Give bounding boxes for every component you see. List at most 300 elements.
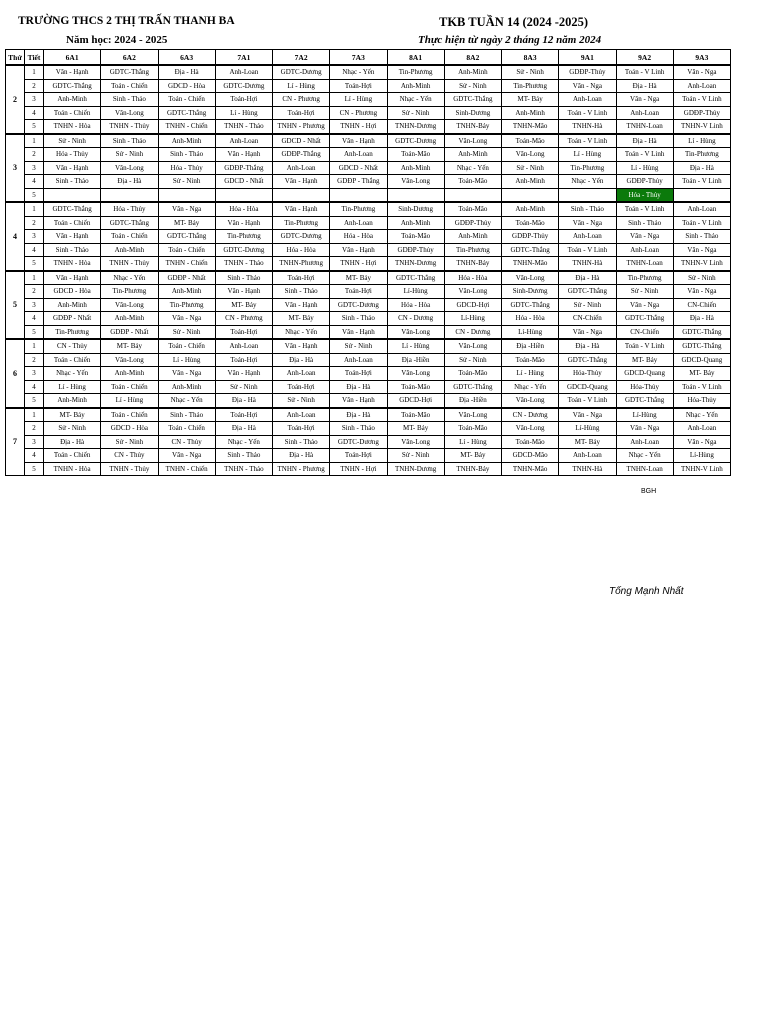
lesson-cell: Anh-Minh: [44, 394, 101, 408]
school-year: Năm học: 2024 - 2025: [66, 34, 168, 46]
day-cell: 2: [6, 65, 25, 134]
lesson-cell: MT- Bảy: [101, 339, 158, 353]
day-cell: 5: [6, 271, 25, 340]
lesson-cell: TNHN-Hà: [559, 257, 616, 271]
period-number: 4: [25, 175, 44, 189]
lesson-cell: MT- Bảy: [444, 449, 501, 463]
lesson-cell: Toán-Hợi: [273, 271, 330, 285]
day-cell: 7: [6, 408, 25, 476]
lesson-cell: Toán-Hợi: [330, 449, 387, 463]
lesson-cell: Sử - Ninh: [673, 271, 730, 285]
lesson-cell: Văn - Hạnh: [215, 148, 272, 162]
lesson-cell: Văn - Nga: [158, 202, 215, 216]
lesson-cell: Hóa - Thủy: [158, 161, 215, 175]
lesson-cell: Toán-Hợi: [330, 285, 387, 299]
lesson-cell: GDTC-Thắng: [559, 285, 616, 299]
lesson-cell: Lí - Hùng: [616, 161, 673, 175]
lesson-cell: Anh-Loan: [330, 216, 387, 230]
signature-name: Tống Mạnh Nhất: [609, 586, 684, 597]
period-row: [6, 271, 731, 285]
lesson-cell: TNHN - Thủy: [101, 120, 158, 134]
lesson-cell: Tin-Phương: [101, 285, 158, 299]
lesson-cell: Nhạc - Yến: [44, 367, 101, 381]
lesson-cell: Sinh - Thảo: [44, 243, 101, 257]
lesson-cell: Văn - Hạnh: [215, 216, 272, 230]
lesson-cell: CN - Dương: [444, 325, 501, 339]
lesson-cell: Tin-Phương: [616, 271, 673, 285]
lesson-cell: Toán - Chiến: [101, 79, 158, 93]
lesson-cell: GDCD - Nhất: [215, 175, 272, 189]
lesson-cell: Nhạc - Yến: [559, 175, 616, 189]
period-number: 5: [25, 188, 44, 202]
lesson-cell: TNHN-V Linh: [673, 120, 730, 134]
lesson-cell: MT- Bảy: [673, 367, 730, 381]
period-number: 3: [25, 161, 44, 175]
period-number: 5: [25, 120, 44, 134]
header-class: 7A2: [273, 50, 330, 66]
lesson-cell: Văn-Long: [502, 148, 559, 162]
lesson-cell: Sử - Ninh: [444, 79, 501, 93]
lesson-cell: Toán - V Linh: [559, 394, 616, 408]
lesson-cell: GDTC-Thắng: [101, 216, 158, 230]
lesson-cell: TNHN - Hợi: [330, 462, 387, 476]
lesson-cell: Anh-Loan: [273, 161, 330, 175]
period-number: 2: [25, 216, 44, 230]
period-row: [6, 462, 731, 476]
lesson-cell: GDCD - Hòa: [158, 79, 215, 93]
lesson-cell: [502, 188, 559, 202]
period-row: [6, 394, 731, 408]
lesson-cell: Địa - Hà: [330, 380, 387, 394]
period-row: [6, 120, 731, 134]
period-number: 1: [25, 134, 44, 148]
lesson-cell: [158, 188, 215, 202]
lesson-cell: MT- Bảy: [387, 422, 444, 436]
timetable-body: [6, 65, 731, 476]
lesson-cell: TNHN - Thảo: [215, 120, 272, 134]
lesson-cell: Sinh - Thảo: [273, 435, 330, 449]
lesson-cell: GDTC-Thắng: [559, 353, 616, 367]
lesson-cell: Văn-Long: [444, 134, 501, 148]
lesson-cell: Tin-Phương: [44, 325, 101, 339]
lesson-cell: Sinh - Thảo: [330, 422, 387, 436]
lesson-cell: GDTC-Dương: [273, 230, 330, 244]
lesson-cell: Toán - V Linh: [616, 65, 673, 79]
lesson-cell: Tin-Phương: [559, 161, 616, 175]
lesson-cell: Toán-Mão: [502, 216, 559, 230]
header-class: 8A2: [444, 50, 501, 66]
lesson-cell: Sử - Ninh: [387, 449, 444, 463]
period-number: 3: [25, 435, 44, 449]
header-class: 6A2: [101, 50, 158, 66]
lesson-cell: Anh-Minh: [444, 65, 501, 79]
lesson-cell: Anh-Loan: [559, 449, 616, 463]
lesson-cell: Toán - Chiến: [158, 339, 215, 353]
lesson-cell: CN-Chiến: [559, 312, 616, 326]
lesson-cell: Nhạc - Yến: [158, 394, 215, 408]
lesson-cell: GDĐP-Thắng: [215, 161, 272, 175]
lesson-cell: Tin-Phương: [444, 243, 501, 257]
lesson-cell: Địa - Hà: [44, 435, 101, 449]
lesson-cell: Địa - Hà: [559, 271, 616, 285]
lesson-cell: Anh-Minh: [158, 285, 215, 299]
lesson-cell: Anh-Loan: [330, 148, 387, 162]
lesson-cell: Địa - Hà: [559, 339, 616, 353]
lesson-cell: TNHN-Hà: [559, 120, 616, 134]
period-row: [6, 367, 731, 381]
lesson-cell: Văn - Nga: [158, 367, 215, 381]
lesson-cell: [559, 188, 616, 202]
lesson-cell: GDĐP - Nhất: [158, 271, 215, 285]
period-number: 1: [25, 65, 44, 79]
lesson-cell: Văn - Hạnh: [330, 394, 387, 408]
lesson-cell: Anh-Minh: [387, 161, 444, 175]
lesson-cell: GDCD - Hòa: [101, 422, 158, 436]
lesson-cell: CN - Phương: [273, 93, 330, 107]
header-class: 8A3: [502, 50, 559, 66]
lesson-cell: Văn-Long: [101, 298, 158, 312]
period-row: [6, 148, 731, 162]
lesson-cell: Tin-Phương: [502, 79, 559, 93]
lesson-cell: Sử - Ninh: [444, 353, 501, 367]
period-row: [6, 312, 731, 326]
period-row: [6, 161, 731, 175]
lesson-cell: Văn - Hạnh: [273, 298, 330, 312]
lesson-cell: Địa - Hà: [273, 353, 330, 367]
lesson-cell: GDTC-Thắng: [44, 202, 101, 216]
lesson-cell: Sinh-Dương: [387, 202, 444, 216]
lesson-cell: Toán-Mão: [444, 367, 501, 381]
period-number: 3: [25, 93, 44, 107]
lesson-cell: Văn - Hạnh: [273, 339, 330, 353]
lesson-cell: Lí - Hùng: [215, 106, 272, 120]
lesson-cell: GDTC-Dương: [215, 79, 272, 93]
period-row: [6, 435, 731, 449]
lesson-cell: Sinh-Dương: [444, 106, 501, 120]
lesson-cell: Văn-Long: [502, 422, 559, 436]
lesson-cell: Sinh - Thảo: [273, 285, 330, 299]
lesson-cell: Anh-Loan: [616, 243, 673, 257]
lesson-cell: GDĐP-Thủy: [673, 106, 730, 120]
lesson-cell: Sinh - Thảo: [616, 216, 673, 230]
lesson-cell: TNHN - Chiến: [158, 120, 215, 134]
lesson-cell: TNHN - Thảo: [215, 462, 272, 476]
lesson-cell: Nhạc - Yến: [330, 65, 387, 79]
period-row: [6, 408, 731, 422]
lesson-cell: Địa -Hiền: [444, 394, 501, 408]
lesson-cell: Anh-Loan: [273, 408, 330, 422]
lesson-cell: Anh-Loan: [673, 422, 730, 436]
lesson-cell: GDTC-Thắng: [444, 93, 501, 107]
lesson-cell: Toán-Mão: [502, 134, 559, 148]
lesson-cell: Lí - Hùng: [559, 148, 616, 162]
lesson-cell: Anh-Minh: [101, 367, 158, 381]
header-class: 7A3: [330, 50, 387, 66]
lesson-cell: Địa - Hà: [158, 65, 215, 79]
lesson-cell: GDĐP-Thủy: [559, 65, 616, 79]
lesson-cell: GDTC-Thắng: [616, 394, 673, 408]
lesson-cell: Văn-Long: [387, 325, 444, 339]
lesson-cell: Toán-Mão: [502, 353, 559, 367]
lesson-cell: Anh-Loan: [215, 339, 272, 353]
lesson-cell: Toán-Hợi: [273, 106, 330, 120]
lesson-cell: Văn - Hạnh: [44, 65, 101, 79]
lesson-cell: Anh-Loan: [215, 65, 272, 79]
lesson-cell: CN-Chiến: [616, 325, 673, 339]
lesson-cell: TNHN - Chiến: [158, 257, 215, 271]
lesson-cell: Văn-Long: [502, 271, 559, 285]
lesson-cell: [387, 188, 444, 202]
lesson-cell: CN - Phương: [330, 106, 387, 120]
lesson-cell: Văn-Long: [387, 435, 444, 449]
period-number: 2: [25, 79, 44, 93]
lesson-cell: Văn - Nga: [616, 93, 673, 107]
lesson-cell: Tin-Phương: [387, 65, 444, 79]
lesson-cell: GDTC-Thắng: [673, 325, 730, 339]
lesson-cell: Anh-Minh: [101, 312, 158, 326]
lesson-cell: Toán - Chiến: [44, 449, 101, 463]
lesson-cell: Địa - Hà: [101, 175, 158, 189]
lesson-cell: MT- Bảy: [330, 271, 387, 285]
header-period: Tiết: [25, 50, 44, 66]
lesson-cell: MT- Bảy: [273, 312, 330, 326]
lesson-cell: [330, 188, 387, 202]
lesson-cell: Lí-Hùng: [444, 312, 501, 326]
lesson-cell: GDĐP - Nhất: [101, 325, 158, 339]
header-class: 7A1: [215, 50, 272, 66]
lesson-cell: Anh-Minh: [44, 298, 101, 312]
lesson-cell: Địa - Hà: [616, 134, 673, 148]
lesson-cell: Lí-Hùng: [559, 422, 616, 436]
period-number: 1: [25, 339, 44, 353]
lesson-cell: Nhạc - Yến: [502, 380, 559, 394]
lesson-cell: Sử - Ninh: [330, 339, 387, 353]
lesson-cell: Tin-Phương: [273, 216, 330, 230]
timetable: [5, 49, 731, 476]
lesson-cell: Hóa-Thủy: [673, 394, 730, 408]
lesson-cell: MT- Bảy: [559, 435, 616, 449]
period-row: [6, 449, 731, 463]
lesson-cell: Toán-Hợi: [215, 325, 272, 339]
lesson-cell: Văn - Nga: [559, 408, 616, 422]
lesson-cell: Toán-Hợi: [215, 408, 272, 422]
lesson-cell: Địa -Hiền: [387, 353, 444, 367]
lesson-cell: TNHN - Thủy: [101, 257, 158, 271]
period-number: 1: [25, 202, 44, 216]
period-row: [6, 339, 731, 353]
lesson-cell: Nhạc - Yến: [273, 325, 330, 339]
lesson-cell: Anh-Loan: [273, 367, 330, 381]
lesson-cell: Anh-Minh: [387, 216, 444, 230]
lesson-cell: MT- Bảy: [502, 93, 559, 107]
lesson-cell: Toán-Mão: [387, 230, 444, 244]
header-class: 9A1: [559, 50, 616, 66]
day-cell: 4: [6, 202, 25, 271]
lesson-cell: Địa - Hà: [330, 408, 387, 422]
lesson-cell: Anh-Loan: [673, 79, 730, 93]
lesson-cell: Văn - Hạnh: [330, 134, 387, 148]
lesson-cell: Nhạc - Yến: [387, 93, 444, 107]
lesson-cell: Sử - Ninh: [273, 394, 330, 408]
lesson-cell: Anh-Minh: [502, 106, 559, 120]
lesson-cell: Toán - Chiến: [101, 408, 158, 422]
lesson-cell: [44, 188, 101, 202]
lesson-cell: Toán-Mão: [387, 148, 444, 162]
lesson-cell: TNHN-Phương: [273, 257, 330, 271]
lesson-cell: GDCD-Quang: [673, 353, 730, 367]
lesson-cell: Văn - Nga: [158, 449, 215, 463]
lesson-cell: Sử - Ninh: [502, 161, 559, 175]
lesson-cell: Anh-Loan: [559, 93, 616, 107]
lesson-cell: TNHN - Phương: [273, 462, 330, 476]
period-row: [6, 243, 731, 257]
lesson-cell: Anh-Minh: [158, 380, 215, 394]
lesson-cell: [101, 188, 158, 202]
lesson-cell: TNHN - Phương: [273, 120, 330, 134]
lesson-cell: TNHN-Dương: [387, 257, 444, 271]
lesson-cell: TNHN - Hợi: [330, 257, 387, 271]
lesson-cell: Toán - Chiến: [44, 353, 101, 367]
period-number: 5: [25, 462, 44, 476]
lesson-cell: Anh-Loan: [330, 353, 387, 367]
lesson-cell: Hóa - Hòa: [387, 298, 444, 312]
lesson-cell: Văn - Hạnh: [273, 202, 330, 216]
lesson-cell: GDTC-Thắng: [673, 339, 730, 353]
lesson-cell: Anh-Minh: [444, 230, 501, 244]
lesson-cell: GDCD-Mão: [502, 449, 559, 463]
period-number: 4: [25, 312, 44, 326]
lesson-cell: Địa - Hà: [215, 422, 272, 436]
header-class: 6A1: [44, 50, 101, 66]
lesson-cell: Toán - V Linh: [673, 93, 730, 107]
lesson-cell: Sinh - Thảo: [158, 148, 215, 162]
lesson-cell: Hóa - Hòa: [330, 230, 387, 244]
lesson-cell: Lí - Hùng: [101, 394, 158, 408]
lesson-cell: Văn - Nga: [559, 216, 616, 230]
lesson-cell: GDĐP-Thủy: [444, 216, 501, 230]
lesson-cell: GDTC-Thắng: [616, 312, 673, 326]
period-number: 2: [25, 285, 44, 299]
lesson-cell: Lí - Hùng: [444, 435, 501, 449]
lesson-cell: Sinh - Thảo: [44, 175, 101, 189]
lesson-cell: Tin-Phương: [673, 148, 730, 162]
lesson-cell: Lí - Hùng: [44, 380, 101, 394]
lesson-cell: TNHN - Hợi: [330, 120, 387, 134]
lesson-cell: Toán - Chiến: [158, 93, 215, 107]
lesson-cell: Toán - V Linh: [559, 243, 616, 257]
lesson-cell: Địa -Hiền: [502, 339, 559, 353]
lesson-cell: Tin-Phương: [330, 202, 387, 216]
lesson-cell: Toán - V Linh: [616, 148, 673, 162]
lesson-cell: Anh-Minh: [44, 93, 101, 107]
period-number: 4: [25, 106, 44, 120]
lesson-cell: Toán-Mão: [387, 408, 444, 422]
lesson-cell: Văn-Long: [101, 106, 158, 120]
lesson-cell: Lí - Hùng: [502, 367, 559, 381]
period-number: 4: [25, 449, 44, 463]
period-row: [6, 79, 731, 93]
lesson-cell: Lí - Hùng: [387, 339, 444, 353]
lesson-cell: TNHN-Bảy: [444, 120, 501, 134]
lesson-cell: Văn-Long: [387, 367, 444, 381]
lesson-cell: Văn - Hạnh: [44, 271, 101, 285]
period-row: [6, 353, 731, 367]
lesson-cell: Hóa - Thủy: [616, 188, 673, 202]
lesson-cell: Nhạc - Yến: [673, 408, 730, 422]
lesson-cell: Văn - Nga: [616, 422, 673, 436]
lesson-cell: Toán - Chiến: [44, 216, 101, 230]
lesson-cell: Anh-Loan: [616, 106, 673, 120]
period-row: [6, 230, 731, 244]
lesson-cell: Sử - Ninh: [158, 325, 215, 339]
lesson-cell: Văn - Nga: [616, 230, 673, 244]
lesson-cell: Anh-Minh: [158, 134, 215, 148]
lesson-cell: TNHN-Mão: [502, 462, 559, 476]
period-row: [6, 298, 731, 312]
lesson-cell: Sinh - Thảo: [101, 134, 158, 148]
lesson-cell: TNHN-Bảy: [444, 257, 501, 271]
lesson-cell: Anh-Minh: [387, 79, 444, 93]
lesson-cell: Văn-Long: [101, 353, 158, 367]
period-row: [6, 106, 731, 120]
period-number: 4: [25, 243, 44, 257]
lesson-cell: Hóa - Hòa: [502, 312, 559, 326]
lesson-cell: GDTC-Thắng: [444, 380, 501, 394]
lesson-cell: Văn - Hạnh: [273, 175, 330, 189]
lesson-cell: Văn - Hạnh: [215, 285, 272, 299]
period-row: [6, 216, 731, 230]
day-cell: 3: [6, 134, 25, 203]
day-cell: 6: [6, 339, 25, 408]
lesson-cell: GDCD - Nhất: [273, 134, 330, 148]
lesson-cell: Hóa - Hòa: [273, 243, 330, 257]
lesson-cell: Sinh - Thảo: [559, 202, 616, 216]
lesson-cell: Lí - Hùng: [158, 353, 215, 367]
lesson-cell: TNHN-V Linh: [673, 462, 730, 476]
period-number: 5: [25, 257, 44, 271]
lesson-cell: GDTC-Thắng: [44, 79, 101, 93]
lesson-cell: Toán - Chiến: [101, 380, 158, 394]
lesson-cell: CN - Phương: [215, 312, 272, 326]
lesson-cell: Lí - Hùng: [273, 79, 330, 93]
lesson-cell: GDTC-Thắng: [158, 106, 215, 120]
lesson-cell: Toán - V Linh: [559, 106, 616, 120]
lesson-cell: Anh-Loan: [673, 202, 730, 216]
lesson-cell: Hóa - Thủy: [101, 202, 158, 216]
lesson-cell: Tin-Phương: [158, 298, 215, 312]
lesson-cell: Toán-Hợi: [273, 380, 330, 394]
lesson-cell: Sinh - Thảo: [101, 93, 158, 107]
lesson-cell: Lí - Hùng: [330, 93, 387, 107]
lesson-cell: [444, 188, 501, 202]
lesson-cell: Lí-Hùng: [616, 408, 673, 422]
lesson-cell: Sử - Ninh: [101, 148, 158, 162]
lesson-cell: GDCD - Hòa: [44, 285, 101, 299]
lesson-cell: CN - Thủy: [158, 435, 215, 449]
period-number: 2: [25, 422, 44, 436]
lesson-cell: Anh-Minh: [101, 243, 158, 257]
lesson-cell: Văn-Long: [101, 161, 158, 175]
lesson-cell: Sử - Ninh: [44, 134, 101, 148]
lesson-cell: GDTC-Thắng: [502, 298, 559, 312]
lesson-cell: TNHN-Mão: [502, 257, 559, 271]
lesson-cell: Toán - V Linh: [559, 134, 616, 148]
header-class: 9A3: [673, 50, 730, 66]
lesson-cell: Toán - V Linh: [673, 380, 730, 394]
lesson-cell: GDCD-Hợi: [444, 298, 501, 312]
lesson-cell: Anh-Loan: [616, 435, 673, 449]
lesson-cell: Sử - Ninh: [215, 380, 272, 394]
